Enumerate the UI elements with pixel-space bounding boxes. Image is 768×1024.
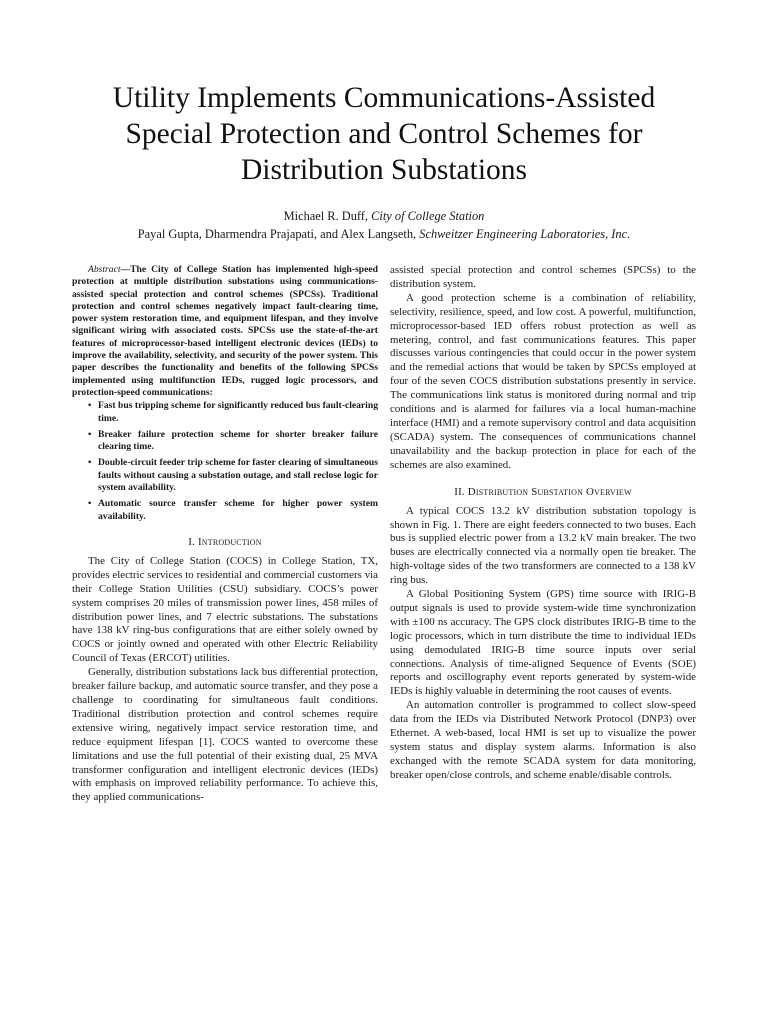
section-heading-overview [390,485,696,499]
title-line: Distribution Substations [240,154,527,186]
bullet-text: Double-circuit feeder trip scheme for faster clearing of simultaneous faults without causing a substation outage, and stall reclose logic for system availability. [98,457,378,494]
title-line: Special Protection and Control Schemes for [125,118,643,150]
abstract-bullet [88,457,378,494]
bullet-icon: • [88,498,92,510]
bullet-icon: • [88,457,92,469]
author-block [40,207,728,243]
author-names: Payal Gupta, Dharmendra Prajapati, and Alex Langseth, [137,227,420,241]
abstract-bullet-list [72,400,378,523]
bullet-icon: • [88,428,92,440]
author-line-2 [40,225,728,243]
body-paragraph: A Global Positioning System (GPS) time source with IRIG-B output signals is used to provide system-wide time synchronization with ±100 ns accuracy. The GPS clock distributes IRIG-B time to the logic processors, which in turn distribute the time to individual IEDs using demodulated IRIG-B time source inputs over serial connections. Analysis of time-aligned Sequence of Events (SOE) reports and oscillography event reports generated by system-wide IEDs is highly valuable in determining the root causes of events. [390,588,696,698]
body-paragraph: An automation controller is programmed to collect slow-speed data from the IEDs via Distributed Network Protocol (DNP3) over Ethernet. A web-based, local HMI is set up to visualize the power system status and display system alarms. Information is also exchanged with the remote SCADA system for data monitoring, breaker open/close controls, and scheme enable/disable controls. [390,699,696,781]
body-paragraph: A good protection scheme is a combination of reliability, selectivity, resilience, speed, and low cost. A powerful, multifunction, microprocessor-based IED offers robust protection as well as metering, control, and fast communications features. This paper discusses various contingencies that could occur in the power system and the remedial actions that would be taken by SPCSs employed at four of the seven COCS distribution substations presently in service. The communications link status is monitored during normal and trip conditions and is alarmed for failures via a local human-machine interface (HMI) and a remote supervisory control and data acquisition (SCADA) system. The consequences of communications channel unavailability and the backup protection in place for each of the schemes are also examined. [390,291,696,471]
abstract-bullet [88,498,378,523]
author-affiliation: Schweitzer Engineering Laboratories, Inc. [419,227,631,241]
author-names: Michael R. Duff, [283,209,372,223]
left-column [72,264,378,805]
paper-title [60,80,708,188]
body-paragraph: The City of College Station (COCS) in College Station, TX, provides electric services to residential and commercial customers via their College Station Utilities (CSU) subsidiary. COCS’s power system comprises 20 miles of transmission power lines, 458 miles of distribution power lines, and 7 electric substations. The substations have 138 kV ring-bus configurations that are either solely owned by COCS or jointly owned and operated with other Electric Reliability Council of Texas (ERCOT) utilities. [72,554,378,665]
right-column [390,264,696,783]
bullet-icon: • [88,400,92,412]
bullet-text: Fast bus tripping scheme for significantly reduced bus fault-clearing time. [98,400,378,424]
title-line: Utility Implements Communications-Assisted [112,82,656,114]
author-affiliation: City of College Station [371,209,485,223]
abstract-lead: Abstract [88,264,121,275]
bullet-text: Automatic source transfer scheme for higher power system availability. [98,498,378,522]
author-line-1 [40,207,728,225]
body-paragraph: assisted special protection and control schemes (SPCSs) to the distribution system. [390,264,696,290]
bullet-text: Breaker failure protection scheme for shorter breaker failure clearing time. [98,428,378,453]
body-paragraph: A typical COCS 13.2 kV distribution substation topology is shown in Fig. 1. There are eight feeders connected to two buses. Each bus is supplied electric power from a 13.2 kV main breaker. The two buses are electrically connected via a normally open tie breaker. The high-voltage sides of the two transformers are connected to a 138 kV ring bus. [390,504,696,587]
section-heading-introduction [72,535,378,549]
section-title: Distribution Substation Overview [467,485,632,498]
section-numeral: II. [454,485,465,498]
section-title: Introduction [197,535,262,548]
abstract-bullet [88,400,378,425]
section-numeral: I. [188,535,195,548]
abstract [72,264,378,399]
body-paragraph: Generally, distribution substations lack bus differential protection, breaker failure backup, and automatic source transfer, and they pose a challenge to coordinating for simultaneous fault conditions. Traditional distribution protection and control schemes require extensive wiring, negatively impact service restoration time, and reduce equipment lifespan [1]. COCS wanted to overcome these limitations and use the full potential of their existing dual, 25 MVA transformer configuration and intelligent electronic devices (IEDs) with emphasis on improved reliability performance. To achieve this, they applied communications- [72,666,378,804]
abstract-body: —The City of College Station has implemented high-speed protection at multiple distribution substations using communications-assisted special protection and control schemes (SPCSs). Traditional protection and control schemes negatively impact fault-clearing time, power system restoration time, and equipment lifespan, and they involve significant wiring with associated costs. SPCSs use the state-of-the-art features of microprocessor-based intelligent electronic devices (IEDs) to improve the availability, selectivity, and security of the power system. This paper describes the functionality and benefits of the following SPCSs implemented using multifunction IEDs, rugged logic processors, and protection-speed communications: [72,264,378,398]
abstract-bullet [88,429,378,454]
